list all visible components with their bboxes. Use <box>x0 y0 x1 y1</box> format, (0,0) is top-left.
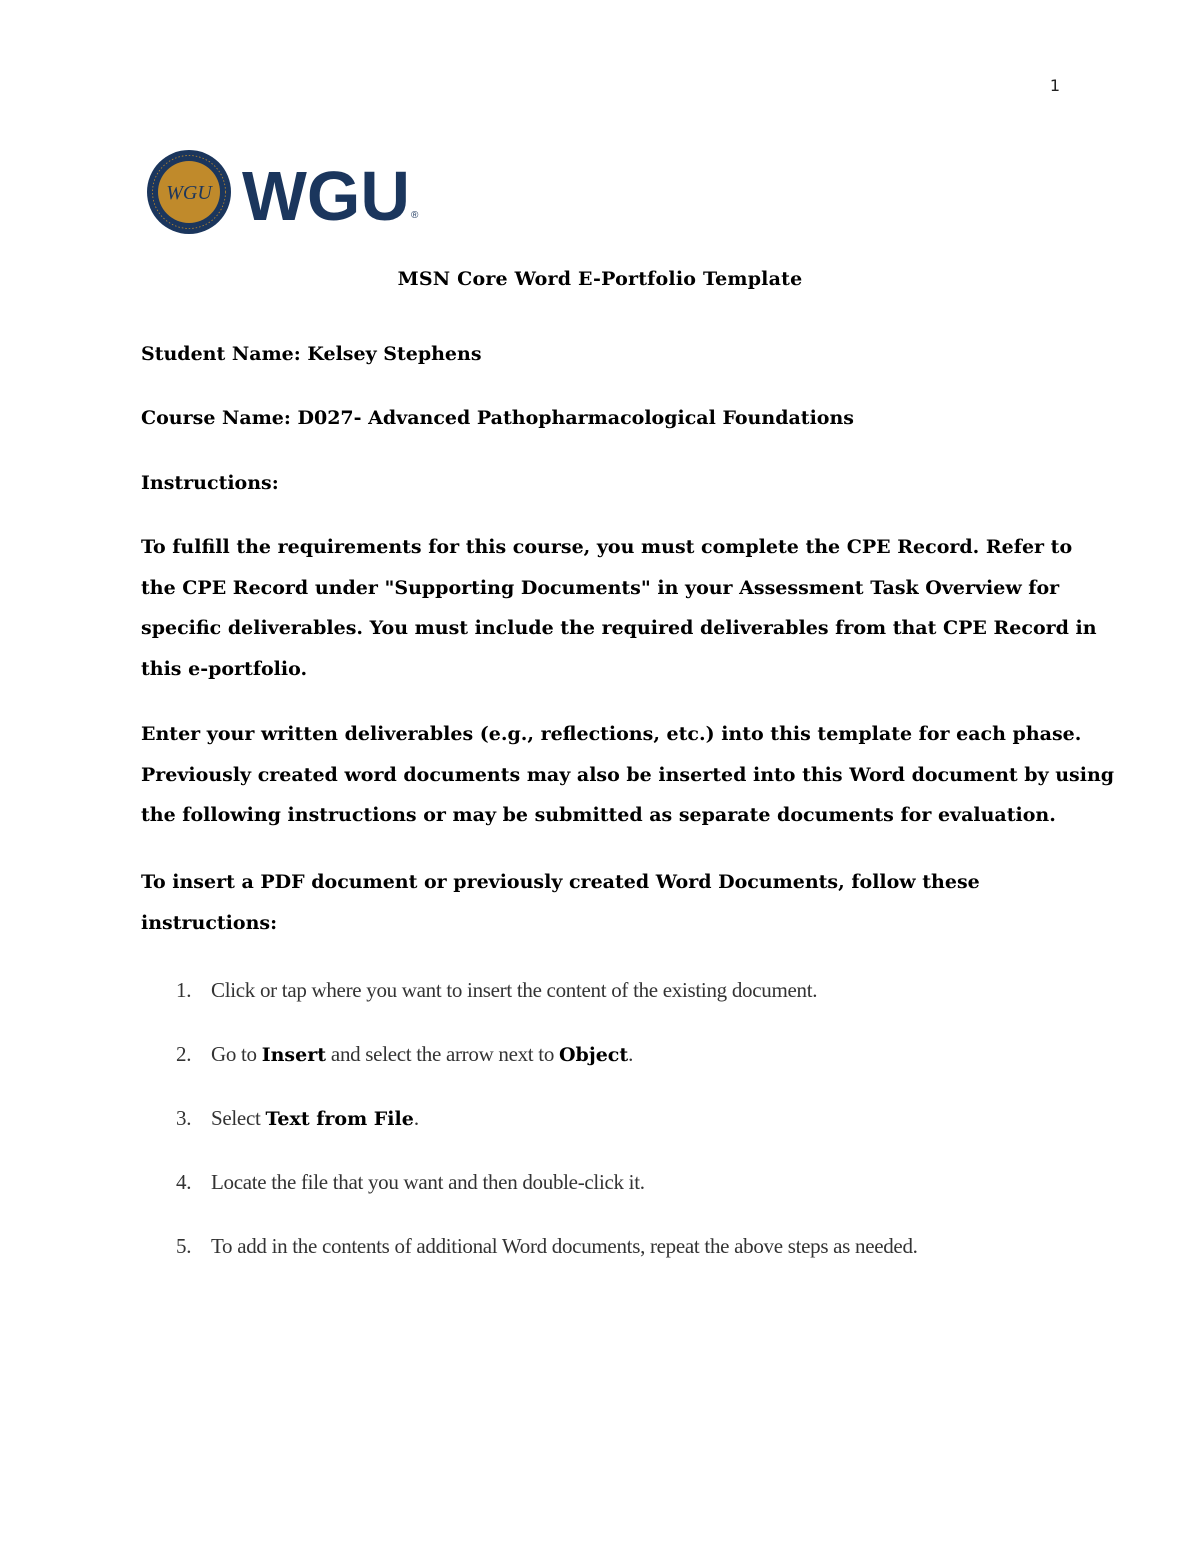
wgu-logo-graphic <box>146 148 426 238</box>
step-bold-term: Insert <box>261 1044 326 1066</box>
paragraph-line: To insert a PDF document or previously created Word Documents, follow these <box>141 871 980 893</box>
list-item <box>176 1170 918 1234</box>
paragraph-line: the CPE Record under "Supporting Documents" in your Assessment Task Overview for <box>141 576 1060 599</box>
step-number: 1. <box>176 978 192 1002</box>
registered-mark: ® <box>411 210 419 221</box>
wgu-wordmark: WGU <box>242 157 410 235</box>
document-title: MSN Core Word E-Portfolio Template <box>397 268 803 290</box>
paragraph-line: Enter your written deliverables (e.g., reflections, etc.) into this template for each phase. <box>141 723 1082 745</box>
requirements-paragraph <box>141 527 1097 689</box>
paragraph-line: Previously created word documents may also be inserted into this Word document by using <box>141 763 1115 786</box>
seal-initials: WGU <box>166 182 212 204</box>
course-name: Course Name: D027- Advanced Pathopharmacological Foundations <box>141 407 854 429</box>
list-item <box>176 1234 918 1298</box>
step-text: Click or tap where you want to insert the content of the existing document. <box>211 978 818 1002</box>
deliverables-paragraph <box>141 714 1115 836</box>
step-bold-term: Text from File <box>265 1108 414 1130</box>
step-number: 3. <box>176 1106 192 1130</box>
step-text: Select <box>211 1106 266 1130</box>
paragraph-line: To fulfill the requirements for this course, you must complete the CPE Record. Refer to <box>141 536 1073 558</box>
step-text: To add in the contents of additional Word documents, repeat the above steps as needed. <box>211 1234 918 1258</box>
paragraph-line: instructions: <box>141 911 278 934</box>
list-item <box>176 1042 918 1106</box>
list-item <box>176 978 918 1042</box>
step-text: Go to <box>211 1042 262 1066</box>
step-text: . <box>628 1042 634 1066</box>
instructions-heading: Instructions: <box>141 472 279 494</box>
list-item <box>176 1106 918 1170</box>
step-number: 4. <box>176 1170 192 1194</box>
step-text: Locate the file that you want and then double-click it. <box>211 1170 645 1194</box>
student-name: Student Name: Kelsey Stephens <box>141 343 482 365</box>
step-text: and select the arrow next to <box>325 1042 559 1066</box>
step-number: 2. <box>176 1042 192 1066</box>
paragraph-line: this e-portfolio. <box>141 657 308 680</box>
steps-list <box>176 978 918 1298</box>
insert-instructions-paragraph <box>141 862 1071 943</box>
page-number: 1 <box>1049 76 1061 95</box>
wgu-logo <box>146 148 426 238</box>
step-text: . <box>413 1106 419 1130</box>
step-bold-term: Object <box>558 1044 629 1066</box>
paragraph-line: specific deliverables. You must include the required deliverables from that CPE Record in <box>141 617 1097 639</box>
paragraph-line: the following instructions or may be submitted as separate documents for evaluation. <box>141 804 1056 826</box>
step-number: 5. <box>176 1234 192 1258</box>
